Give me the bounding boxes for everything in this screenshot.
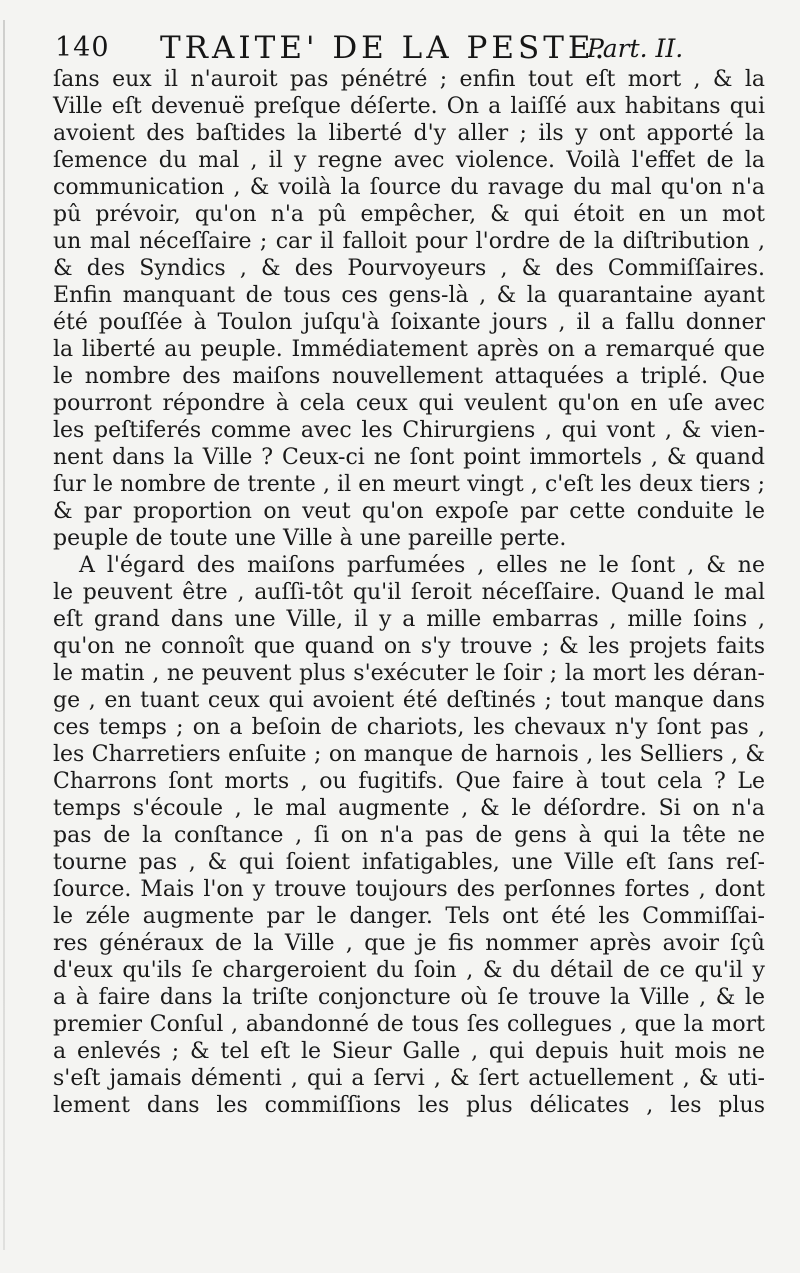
text-line: les peſtiferés comme avec les Chirurgiens , qui vont , & vien- [53,418,765,443]
text-line: Enfin manquant de tous ces gens-là , & la quarantaine ayant [53,283,765,308]
text-line: s'eſt jamais démenti , qui a ſervi , & ſert actuellement , & uti- [53,1066,765,1091]
paragraph-start-line: A l'égard des maiſons parfumées , elles ne le ſont , & ne [79,553,765,578]
text-line: Charrons ſont morts , ou fugitifs. Que faire à tout cela ? Le [53,769,765,794]
text-line: temps s'écoule , le mal augmente , & le déſordre. Si on n'a [53,796,765,821]
text-line: ſans eux il n'auroit pas pénétré ; enfin tout eſt mort , & la [53,67,765,92]
text-line: le peuvent être , auſſi-tôt qu'il ſeroit néceſſaire. Quand le mal [53,580,765,605]
text-line: communication , & voilà la ſource du ravage du mal qu'on n'a [53,175,765,200]
text-line: le nombre des maiſons nouvellement attaquées a triplé. Que [53,364,765,389]
text-line: été pouſſée à Toulon juſqu'à ſoixante jours , il a fallu donner [53,310,765,335]
text-line: ſur le nombre de trente , il en meurt vingt , c'eſt les deux tiers ; [53,472,765,497]
text-line: ge , en tuant ceux qui avoient été deſtinés ; tout manque dans [53,688,765,713]
text-line: & des Syndics , & des Pourvoyeurs , & des Commiſſaires. [53,256,765,281]
text-line: a enlevés ; & tel eſt le Sieur Galle , qui depuis huit mois ne [53,1039,765,1064]
text-line: qu'on ne connoît que quand on s'y trouve ; & les projets faits [53,634,765,659]
book-title: TRAITE' DE LA PESTE. [160,30,609,66]
text-line: nent dans la Ville ? Ceux-ci ne ſont point immortels , & quand [53,445,765,470]
body-text [53,66,765,1119]
text-line: ces temps ; on a beſoin de chariots, les chevaux n'y ſont pas , [53,715,765,740]
text-line: a à faire dans la triſte conjoncture où ſe trouve la Ville , & le [53,985,765,1010]
paragraph-end-line: peuple de toute une Ville à une pareille perte. [53,526,567,551]
text-line: lement dans les commiſſions les plus délicates , les plus [53,1093,765,1118]
part-label: Part. II. [587,34,684,63]
page-number: 140 [55,32,110,63]
text-line: le matin , ne peuvent plus s'exécuter le ſoir ; la mort les déran- [53,661,765,686]
page-edge-shadow [3,20,5,1250]
text-line: Ville eſt devenuë preſque déſerte. On a laiſſé aux habitans qui [53,94,765,119]
text-line: ſemence du mal , il y regne avec violence. Voilà l'effet de la [53,148,765,173]
text-line: eſt grand dans une Ville, il y a mille embarras , mille ſoins , [53,607,765,632]
text-line: un mal néceſſaire ; car il falloit pour l'ordre de la diſtribution , [53,229,765,254]
text-line: ſource. Mais l'on y trouve toujours des perſonnes fortes , dont [53,877,765,902]
text-line: pas de la conſtance , ſi on n'a pas de gens à qui la tête ne [53,823,765,848]
text-line: & par proportion on veut qu'on expoſe par cette conduite le [53,499,765,524]
text-line: pourront répondre à cela ceux qui veulent qu'on en uſe avec [53,391,765,416]
text-line: la liberté au peuple. Immédiatement après on a remarqué que [53,337,765,362]
text-line: premier Conſul , abandonné de tous ſes collegues , que la mort [53,1012,765,1037]
text-line: le zéle augmente par le danger. Tels ont été les Commiſſai- [53,904,765,929]
text-line: les Charretiers enſuite ; on manque de harnois , les Selliers , & [53,742,765,767]
text-line: tourne pas , & qui ſoient infatigables, une Ville eſt ſans reſ- [53,850,765,875]
text-line: d'eux qu'ils ſe chargeroient du ſoin , & du détail de ce qu'il y [53,958,765,983]
text-line: res généraux de la Ville , que je fis nommer après avoir ſçû [53,931,765,956]
text-line: avoient des baſtides la liberté d'y aller ; ils y ont apporté la [53,121,765,146]
text-line: pû prévoir, qu'on n'a pû empêcher, & qui étoit en un mot [53,202,765,227]
